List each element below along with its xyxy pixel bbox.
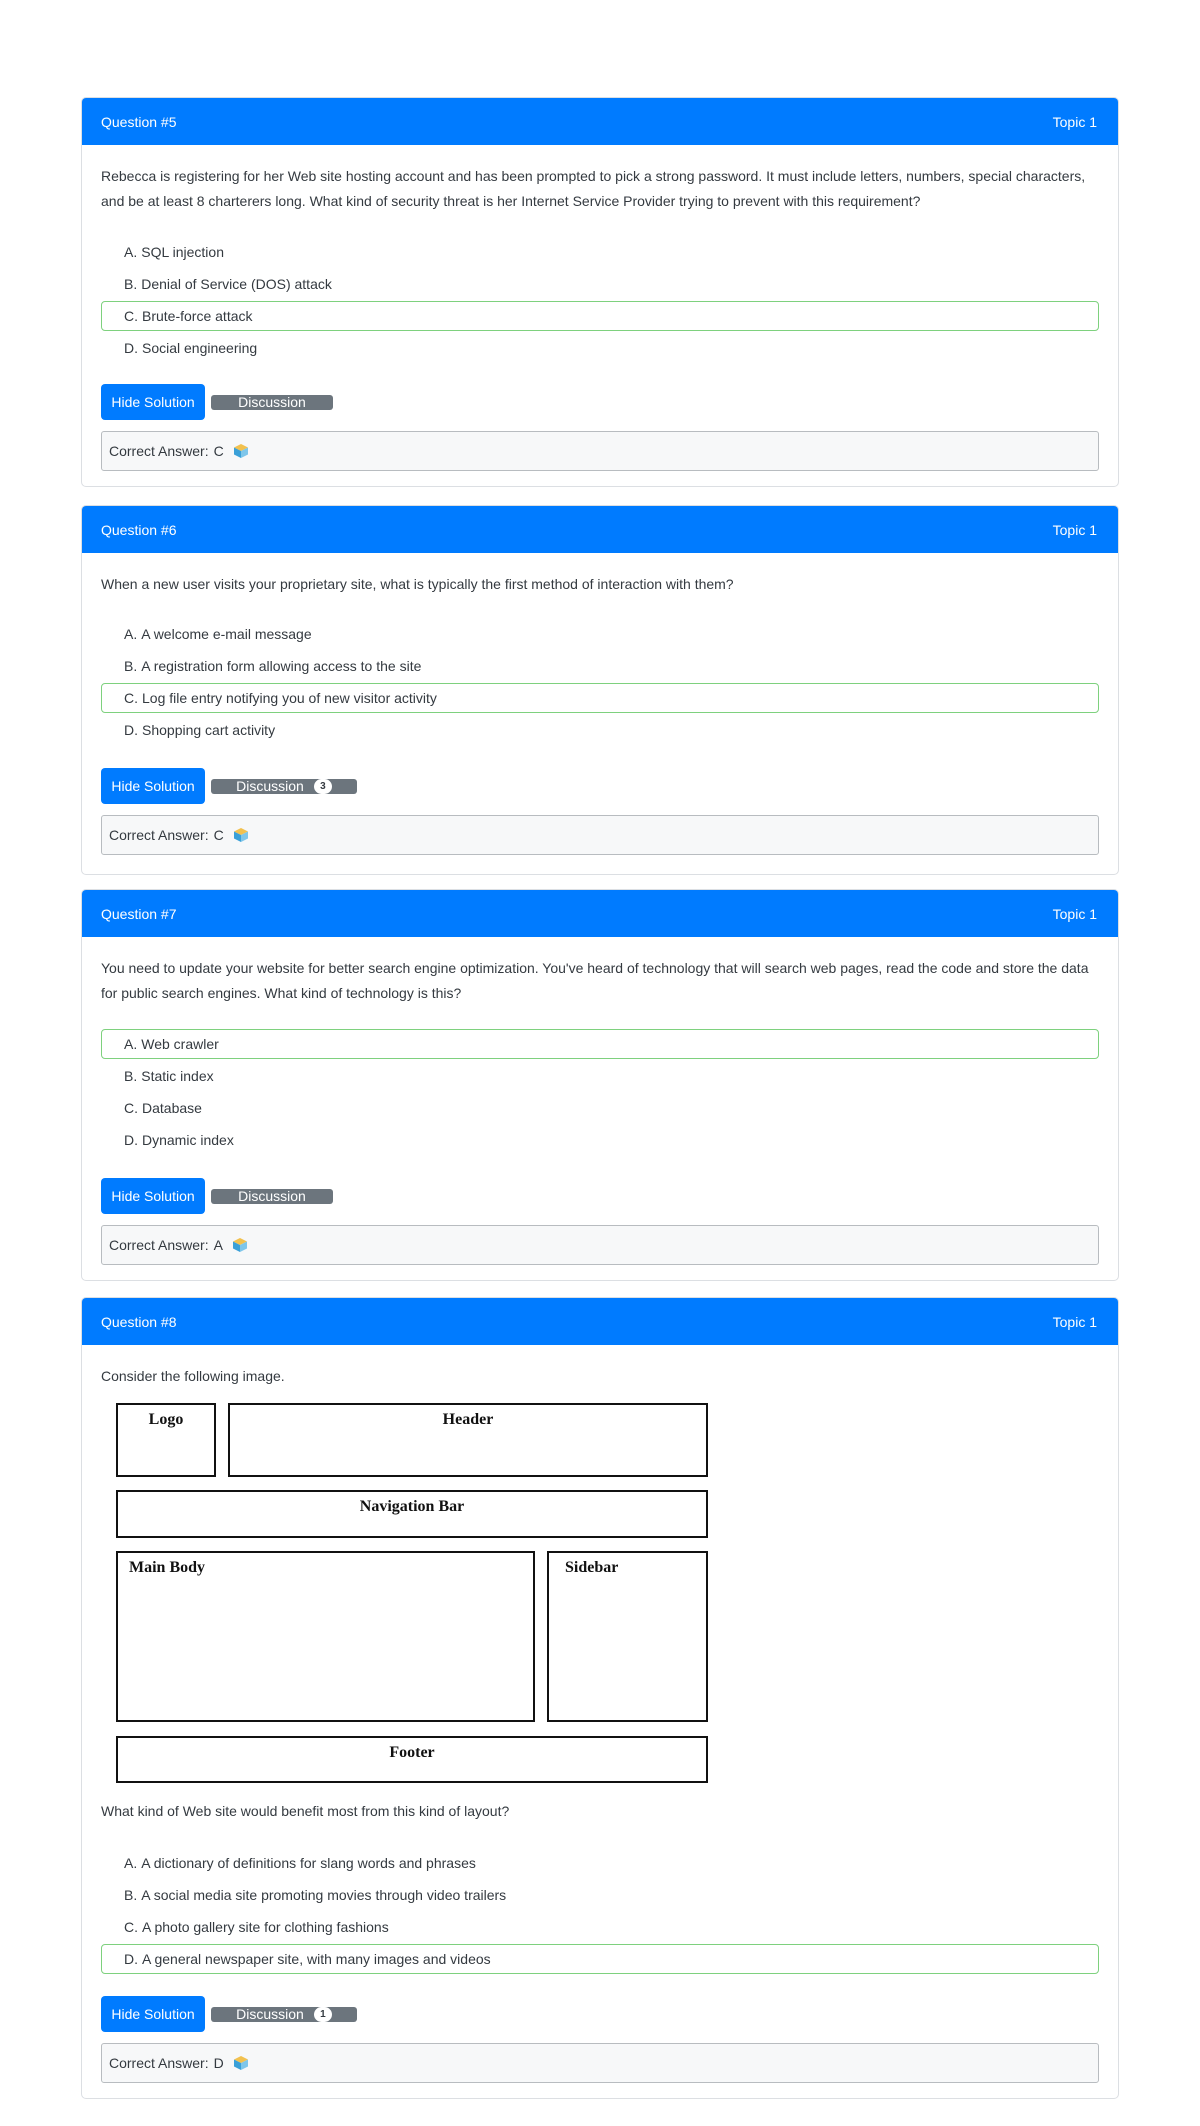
choice-text: Web crawler	[141, 1036, 219, 1052]
choice-text: A dictionary of definitions for slang words and phrases	[141, 1855, 476, 1871]
choice-text: Shopping cart activity	[142, 722, 276, 738]
question-card	[81, 97, 1119, 487]
choice-letter: A.	[124, 1036, 138, 1052]
choice-item[interactable]	[101, 1848, 1099, 1878]
cube-icon	[233, 2055, 249, 2071]
choice-list	[101, 237, 1099, 365]
choice-letter: B.	[124, 1068, 138, 1084]
choice-letter: B.	[124, 658, 138, 674]
question-text: When a new user visits your proprietary site, what is typically the first method of interaction with them?	[101, 576, 734, 592]
choice-text: Social engineering	[142, 340, 258, 356]
question-number: Question #5	[101, 113, 177, 130]
choice-letter: B.	[124, 276, 138, 292]
choice-letter: D.	[124, 1951, 138, 1967]
choice-item[interactable]	[101, 1125, 1099, 1155]
choice-letter: C.	[124, 690, 138, 706]
choice-letter: C.	[124, 308, 138, 324]
discussion-count-badge: 3	[314, 779, 332, 794]
card-header	[82, 98, 1118, 145]
choice-letter: D.	[124, 340, 138, 356]
choice-item[interactable]	[101, 269, 1099, 299]
discussion-label: Discussion	[236, 2006, 304, 2022]
question-text: Consider the following image.	[101, 1368, 285, 1384]
choice-item[interactable]	[101, 1061, 1099, 1091]
choice-letter: C.	[124, 1919, 138, 1935]
question-card	[81, 505, 1119, 875]
question-card	[81, 889, 1119, 1281]
discussion-button[interactable]	[211, 2007, 357, 2022]
choice-list	[101, 1848, 1099, 1976]
choice-text: Dynamic index	[142, 1132, 234, 1148]
diagram-nav-label: Navigation Bar	[359, 1498, 465, 1515]
discussion-label: Discussion	[238, 394, 306, 410]
choice-list	[101, 1029, 1099, 1157]
choice-text: Denial of Service (DOS) attack	[141, 276, 332, 292]
diagram-sidebar-box	[547, 1551, 708, 1722]
card-body	[82, 553, 1118, 875]
correct-answer-box	[101, 2043, 1099, 2083]
diagram-sidebar-label: Sidebar	[565, 1559, 619, 1576]
choice-item[interactable]	[101, 715, 1099, 745]
diagram-nav-box	[116, 1490, 708, 1538]
discussion-label: Discussion	[236, 778, 304, 794]
topic-label: Topic 1	[1052, 905, 1097, 922]
diagram-logo-label: Logo	[148, 1411, 184, 1428]
card-body	[82, 1345, 1118, 2099]
choice-text: A welcome e-mail message	[141, 626, 312, 642]
choice-item[interactable]	[101, 1912, 1099, 1942]
diagram-footer-box	[116, 1736, 708, 1783]
choice-text: A general newspaper site, with many images and videos	[142, 1951, 491, 1967]
choice-item-correct[interactable]	[101, 683, 1099, 713]
choice-text: Brute-force attack	[142, 308, 253, 324]
choice-letter: D.	[124, 722, 138, 738]
correct-answer-value: A	[213, 1237, 223, 1253]
choice-item[interactable]	[101, 1093, 1099, 1123]
action-row	[101, 768, 357, 804]
correct-answer-box	[101, 431, 1099, 471]
action-row	[101, 384, 333, 420]
card-header	[82, 506, 1118, 553]
choice-letter: B.	[124, 1887, 138, 1903]
discussion-button[interactable]	[211, 779, 357, 794]
question-number: Question #7	[101, 905, 177, 922]
choice-item-correct[interactable]	[101, 1944, 1099, 1974]
discussion-label: Discussion	[238, 1188, 306, 1204]
choice-list	[101, 619, 1099, 747]
correct-answer-label: Correct Answer:	[109, 1237, 209, 1253]
layout-diagram	[116, 1403, 708, 1783]
action-row	[101, 1178, 333, 1214]
diagram-main-box	[116, 1551, 535, 1722]
topic-label: Topic 1	[1052, 1313, 1097, 1330]
choice-letter: C.	[124, 1100, 138, 1116]
choice-letter: A.	[124, 626, 138, 642]
card-body	[82, 937, 1118, 1281]
choice-item[interactable]	[101, 1880, 1099, 1910]
topic-label: Topic 1	[1052, 521, 1097, 538]
hide-solution-button[interactable]: Hide Solution	[101, 1178, 205, 1214]
correct-answer-label: Correct Answer:	[109, 443, 209, 459]
question-number: Question #6	[101, 521, 177, 538]
choice-item[interactable]	[101, 237, 1099, 267]
diagram-footer-label: Footer	[389, 1744, 435, 1761]
action-row	[101, 1996, 357, 2032]
hide-solution-button[interactable]: Hide Solution	[101, 1996, 205, 2032]
choice-text: Static index	[141, 1068, 214, 1084]
diagram-main-label: Main Body	[129, 1559, 206, 1576]
diagram-logo-box	[116, 1403, 216, 1477]
card-header	[82, 890, 1118, 937]
hide-solution-button[interactable]: Hide Solution	[101, 384, 205, 420]
choice-item-correct[interactable]	[101, 1029, 1099, 1059]
correct-answer-label: Correct Answer:	[109, 2055, 209, 2071]
correct-answer-value: C	[213, 827, 224, 843]
correct-answer-value: D	[213, 2055, 224, 2071]
correct-answer-box	[101, 815, 1099, 855]
choice-letter: D.	[124, 1132, 138, 1148]
discussion-button[interactable]	[211, 1189, 333, 1204]
choice-text: A photo gallery site for clothing fashions	[142, 1919, 389, 1935]
correct-answer-box	[101, 1225, 1099, 1265]
discussion-count-badge: 1	[314, 2007, 332, 2022]
choice-text: A social media site promoting movies through video trailers	[141, 1887, 507, 1903]
cube-icon	[233, 827, 249, 843]
diagram-header-box	[228, 1403, 708, 1477]
question-number: Question #8	[101, 1313, 177, 1330]
question-text: Rebecca is registering for her Web site hosting account and has been prompted to pick a strong password. It must include letters, numbers, special characters, and be at least 8 charterers long. What kind of security threat is her Internet Service Provider trying to prevent with this requirement?	[101, 168, 1086, 209]
correct-answer-label: Correct Answer:	[109, 827, 209, 843]
choice-text: Database	[142, 1100, 202, 1116]
choice-text: Log file entry notifying you of new visitor activity	[142, 690, 437, 706]
card-body	[82, 145, 1118, 487]
question-text-2: What kind of Web site would benefit most from this kind of layout?	[101, 1803, 510, 1819]
discussion-button[interactable]	[211, 395, 333, 410]
choice-text: SQL injection	[141, 244, 224, 260]
cube-icon	[232, 1237, 248, 1253]
correct-answer-value: C	[213, 443, 224, 459]
diagram-header-label: Header	[442, 1411, 494, 1428]
choice-item-correct[interactable]	[101, 301, 1099, 331]
choice-letter: A.	[124, 1855, 138, 1871]
question-card	[81, 1297, 1119, 2099]
cube-icon	[233, 443, 249, 459]
choice-item[interactable]	[101, 333, 1099, 363]
topic-label: Topic 1	[1052, 113, 1097, 130]
choice-text: A registration form allowing access to the site	[141, 658, 422, 674]
choice-item[interactable]	[101, 619, 1099, 649]
question-text: You need to update your website for better search engine optimization. You've heard of technology that will search web pages, read the code and store the data for public search engines. What kind of technology is this?	[101, 960, 1089, 1001]
choice-item[interactable]	[101, 651, 1099, 681]
choice-letter: A.	[124, 244, 138, 260]
hide-solution-button[interactable]: Hide Solution	[101, 768, 205, 804]
card-header	[82, 1298, 1118, 1345]
